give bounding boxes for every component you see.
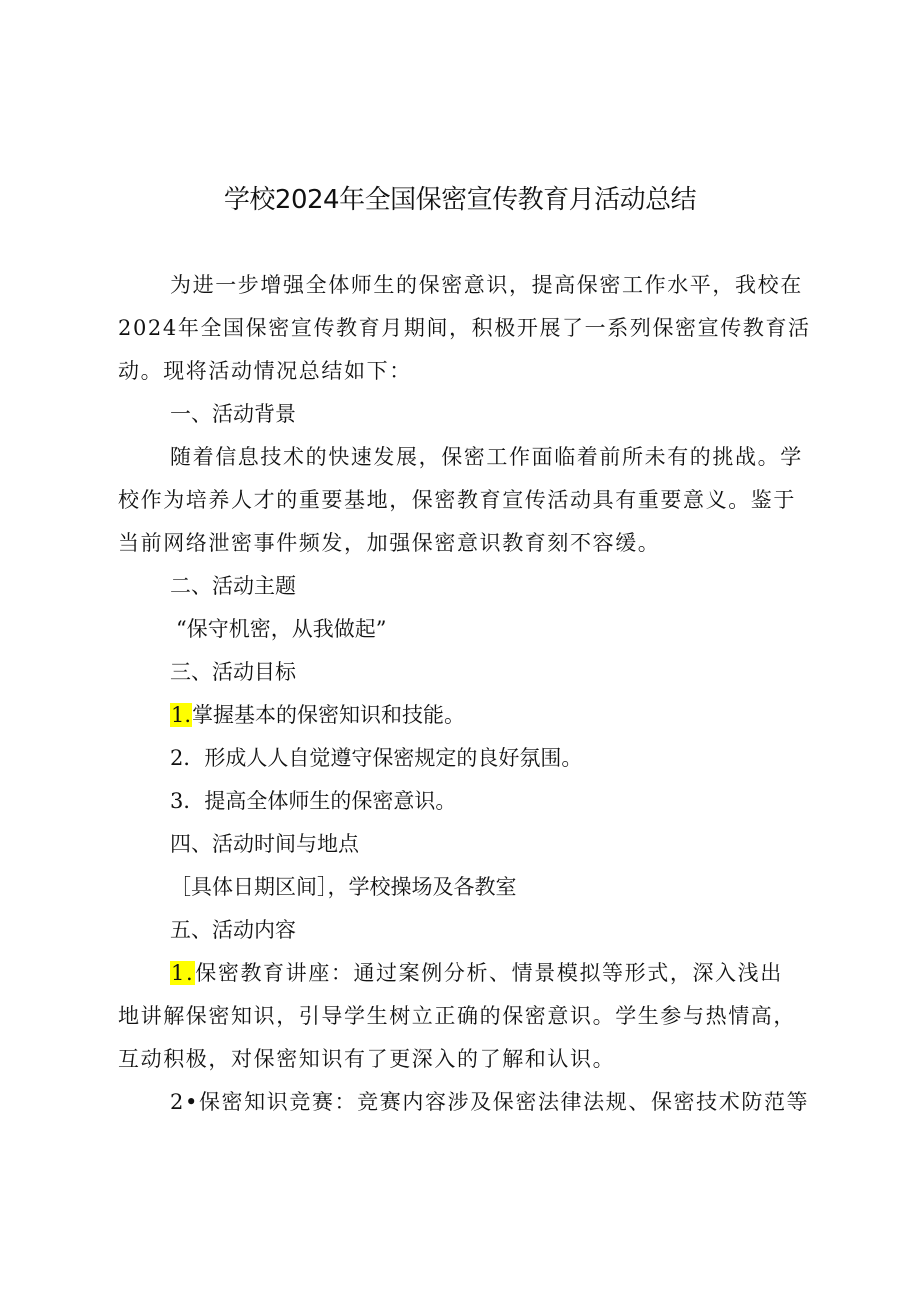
goal-item-3: 3．提高全体师生的保密意识。 bbox=[170, 789, 457, 813]
highlighted-number: 1. bbox=[171, 961, 195, 985]
content-item-1-line-1 bbox=[118, 953, 870, 993]
background-line-1: 随着信息技术的快速发展，保密工作面临着前所未有的挑战。学 bbox=[170, 445, 803, 469]
time-place-detail: ［具体日期区间］，学校操场及各教室 bbox=[170, 875, 517, 899]
intro-line-1: 为进一步增强全体师生的保密意识，提高保密工作水平，我校在 bbox=[170, 273, 803, 297]
theme-slogan: “保守机密，从我做起” bbox=[176, 617, 387, 641]
highlighted-number: 1. bbox=[171, 703, 192, 727]
content-item-1-text: 保密教育讲座：通过案例分析、情景模拟等形式，深入浅出 bbox=[195, 961, 783, 985]
section-heading-background: 一、活动背景 bbox=[170, 402, 296, 426]
section-heading-goals: 三、活动目标 bbox=[170, 660, 296, 684]
goal-item-1 bbox=[118, 695, 870, 735]
content-item-2-line-1: 2•保密知识竞赛：竞赛内容涉及保密法律法规、保密技术防范等 bbox=[170, 1090, 810, 1114]
background-line-3: 当前网络泄密事件频发，加强保密意识教育刻不容缓。 bbox=[118, 531, 661, 555]
intro-line-2: 2024年全国保密宣传教育月期间，积极开展了一系列保密宣传教育活 bbox=[118, 316, 811, 340]
section-heading-time-place: 四、活动时间与地点 bbox=[170, 832, 359, 856]
content-item-1-line-2: 地讲解保密知识，引导学生树立正确的保密意识。学生参与热情高， bbox=[118, 1004, 796, 1028]
section-heading-theme: 二、活动主题 bbox=[170, 574, 296, 598]
section-heading-content: 五、活动内容 bbox=[170, 918, 296, 942]
background-line-2: 校作为培养人才的重要基地，保密教育宣传活动具有重要意义。鉴于 bbox=[118, 488, 796, 512]
goal-item-2: 2．形成人人自觉遵守保密规定的良好氛围。 bbox=[170, 746, 583, 770]
content-item-1-line-3: 互动积极，对保密知识有了更深入的了解和认识。 bbox=[118, 1047, 616, 1071]
intro-line-3: 动。现将活动情况总结如下： bbox=[118, 359, 412, 383]
goal-item-1-text: 掌握基本的保密知识和技能。 bbox=[192, 703, 466, 727]
document-title: 学校2024年全国保密宣传教育月活动总结 bbox=[223, 185, 697, 215]
